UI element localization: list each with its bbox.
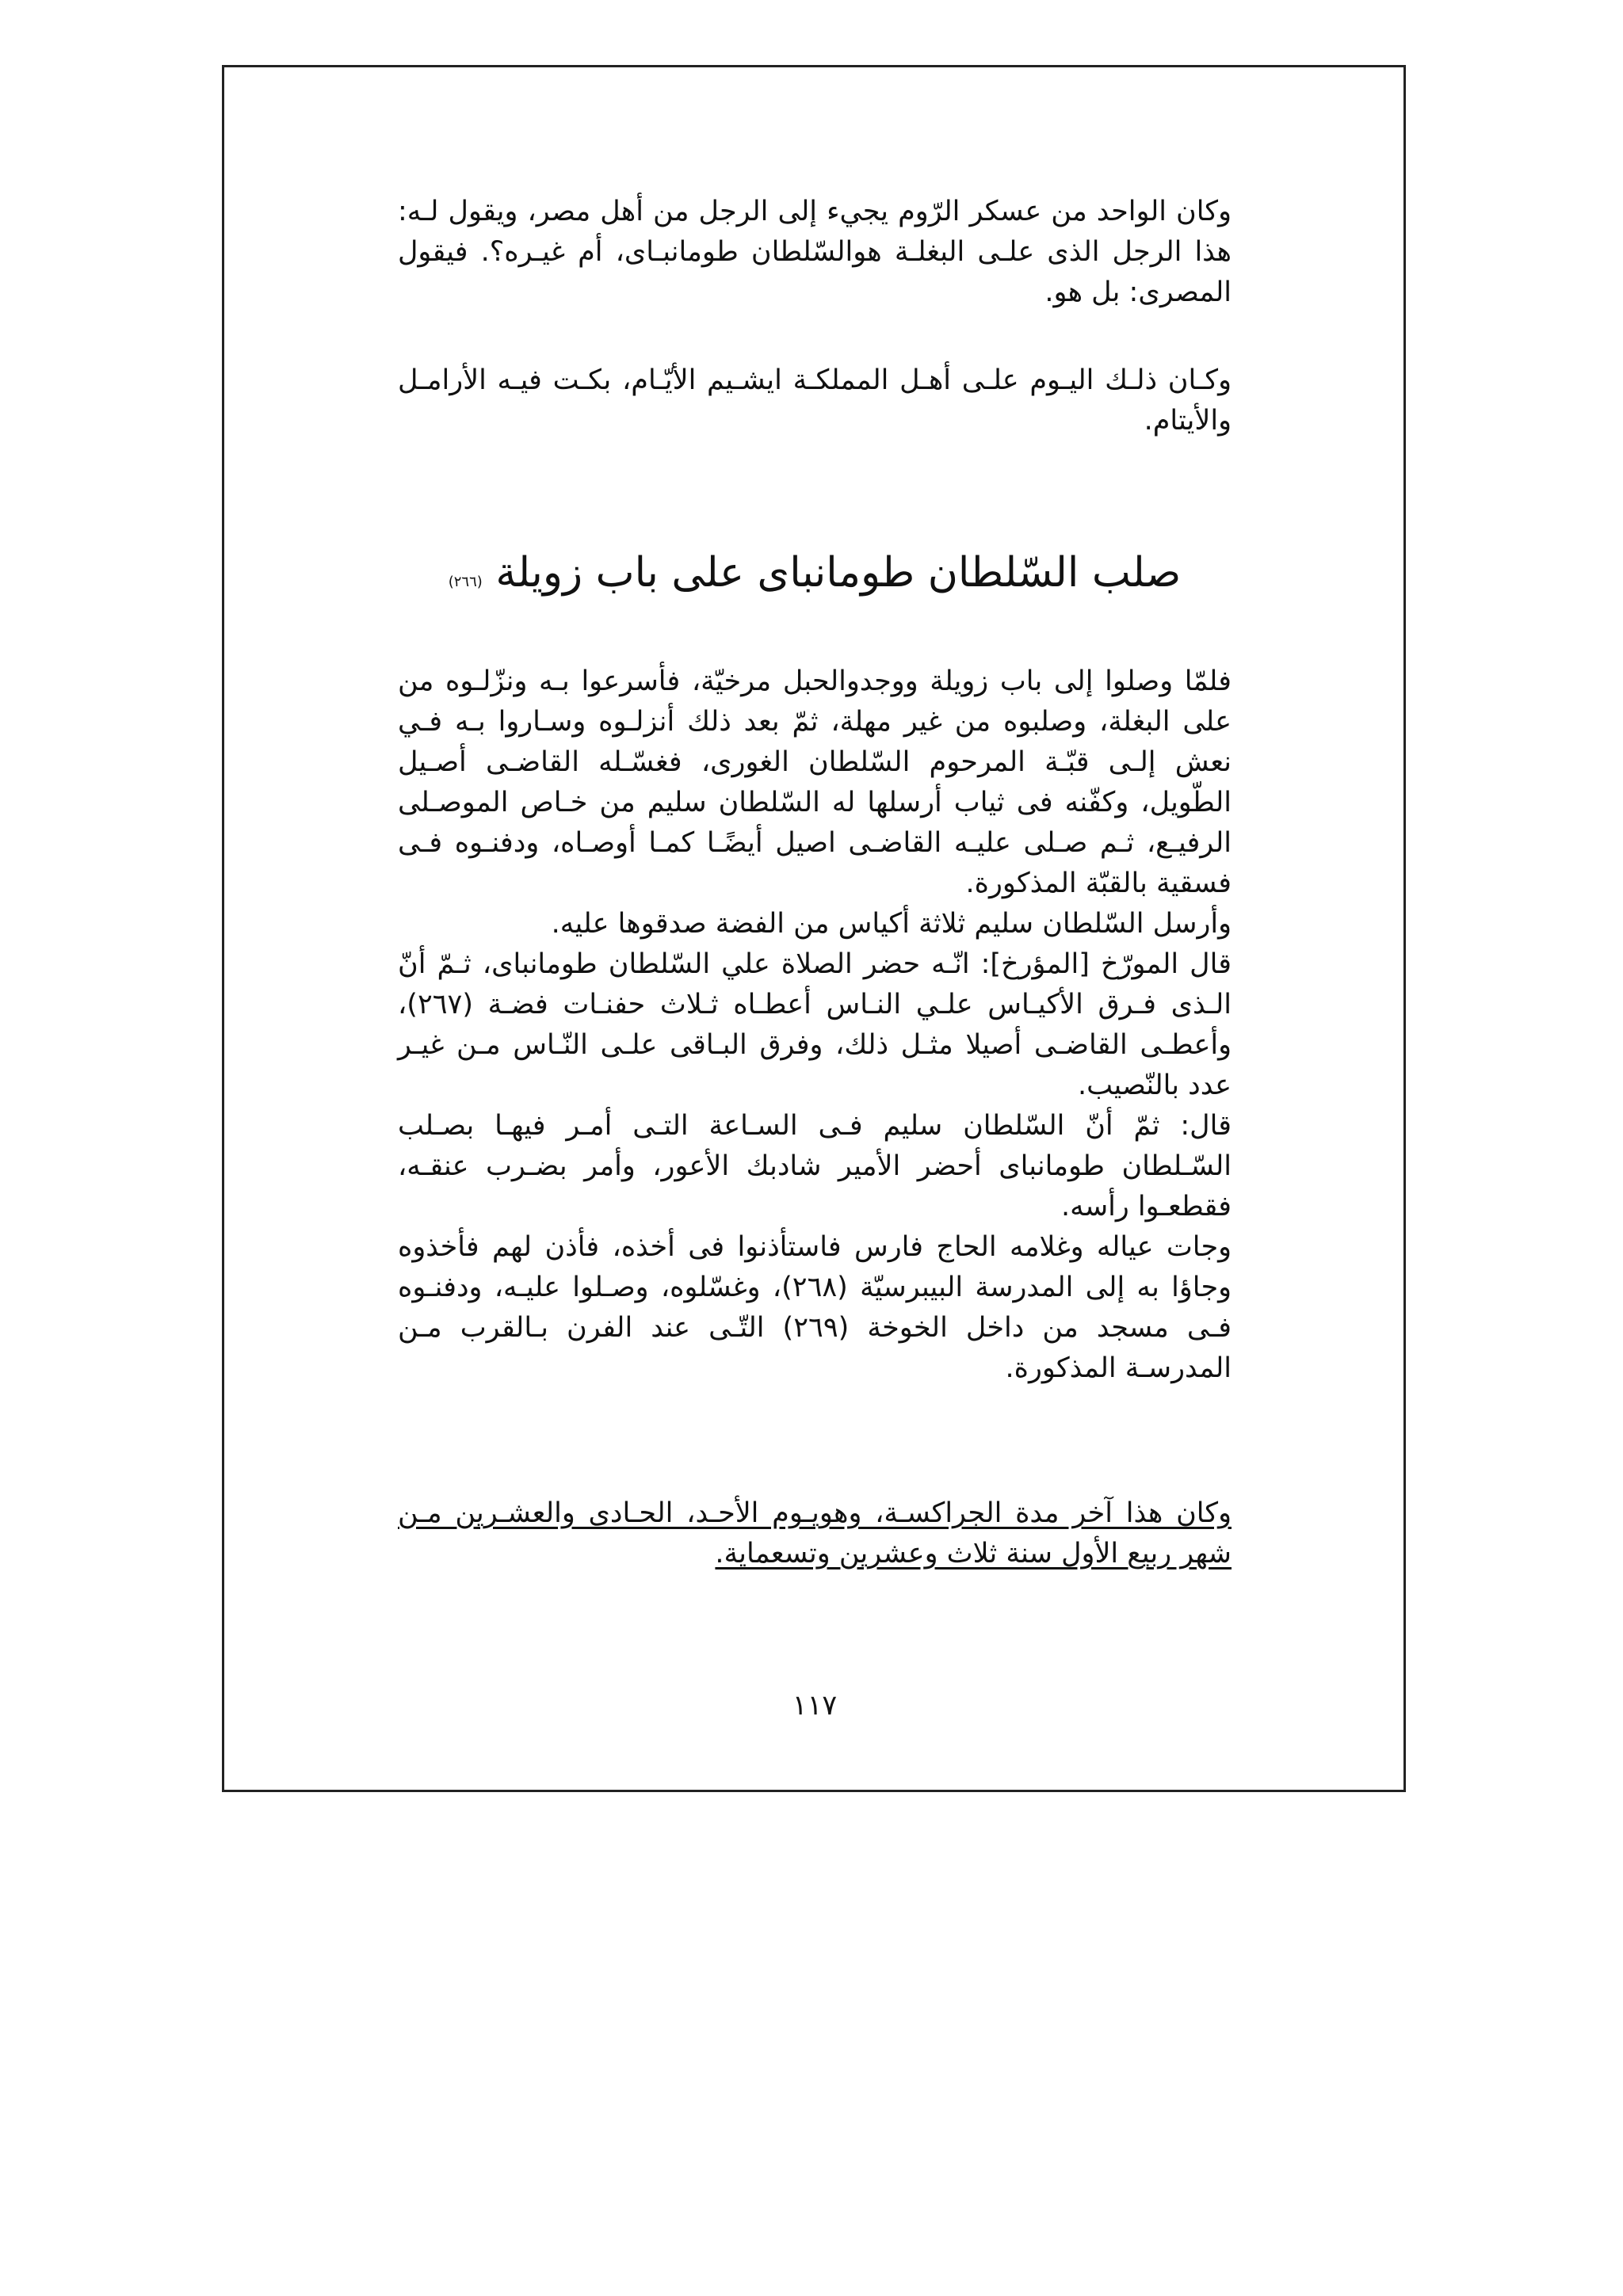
closing-section bbox=[398, 1493, 1232, 1574]
body-paragraph-2: وأرسل السّلطان سليم ثلاثة أكياس من الفضة صدقوها عليه. bbox=[551, 908, 1232, 940]
intro-section bbox=[398, 192, 1232, 441]
section-heading-title: صلب السّلطان طومانباى على باب زويلة bbox=[495, 549, 1182, 597]
body-paragraph-1: فلمّا وصلوا إلى باب زويلة ووجدوالحبل مرخيّة، فأسرعوا بـه ونزّلـوه من على البغلة، وصلبوه من غير مهلة، ثمّ بعد ذلك أنزلـوه وسـاروا بـه فـي نعش إلـى قبّـة المرحوم السّلطان الغورى، فغسّـله القاضـى أصـيل الطّويل، وكفّنه فى ثياب أرسلها له السّلطان سليم من خـاص الموصـلى الرفيـع، ثـم صـلى عليـه القاضـى اصيل أيضًـا كمـا أوصـاه، ودفنـوه فـى فسقية بالقبّة المذكورة. bbox=[398, 666, 1232, 899]
paragraph-gap bbox=[398, 313, 1232, 360]
page-number: ١١٧ bbox=[792, 1690, 838, 1722]
body-paragraph-4: قال: ثمّ أنّ السّلطان سليم فـى السـاعة التـى أمـر فيهـا بصـلب السّـلطان طومانباى أحضر الأمير شادبك الأعور، وأمر بضـرب عنقـه، فقطعـوا رأسه. bbox=[398, 1110, 1232, 1222]
heading-footnote-marker: (٢٦٦) bbox=[448, 574, 483, 590]
body-section bbox=[398, 662, 1232, 1389]
closing-paragraph: وكان هذا آخر مدة الجراكسـة، وهويـوم الأحـد، الحـادى والعشـرين مـن شهر ربيع الأول سنة ثلاث وعشرين وتسعماية. bbox=[398, 1497, 1232, 1569]
body-paragraph-5: وجات عياله وغلامه الحاج فارس فاستأذنوا فى أخذه، فأذن لهم فأخذوه وجاؤا به إلى المدرسة البيبرسيّة (٢٦٨)، وغسّلوه، وصـلوا عليـه، ودفنـوه فـى مسجد من داخل الخوخة (٢٦٩) التّـى عند الفرن بـالقرب مـن المدرسـة المذكورة. bbox=[398, 1231, 1232, 1384]
body-paragraph-3: قال المورّخ [المؤرخ]: انّـه حضر الصلاة علي السّلطان طومانباى، ثـمّ أنّ الـذى فـرق الأكيـاس علـي النـاس أعطـاه ثـلاث حفنـات فضـة (٢٦٧)، وأعطـى القاضـى أصيلا مثـل ذلك، وفرق البـاقى علـى النّـاس مـن غيـر عدد بالنّصيب. bbox=[398, 948, 1232, 1101]
intro-paragraph-2: وكـان ذلـك اليـوم علـى أهـل المملكـة ايشـيم الأيّـام، بكـت فيـه الأرامـل والأيتام. bbox=[398, 364, 1232, 437]
section-heading bbox=[398, 545, 1232, 610]
intro-paragraph-1: وكان الواحد من عسكر الرّوم يجيء إلى الرجل من أهل مصر، ويقول لـه: هذا الرجل الذى علـى البغلـة هوالسّلطان طومانبـاى، أم غيـره؟. فيقول المصرى: بل هو. bbox=[398, 196, 1232, 308]
